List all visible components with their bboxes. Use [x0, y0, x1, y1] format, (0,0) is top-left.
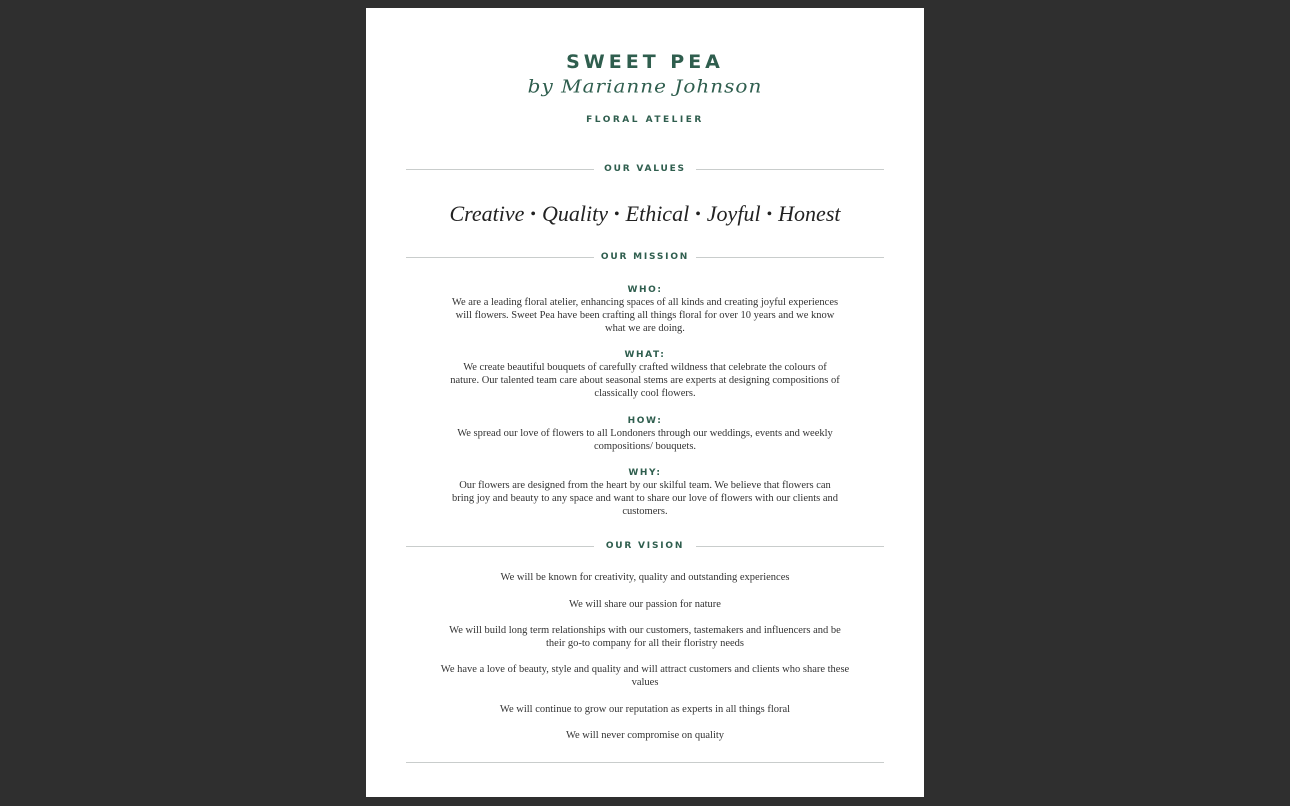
value-item: Quality: [542, 201, 609, 226]
bottom-divider: [406, 762, 884, 763]
mission-divider: [406, 250, 884, 264]
mission-who-heading: WHO:: [627, 285, 663, 295]
mission-why-text: Our flowers are designed from the heart by our skilful team. We believe that flowers can bring joy and beauty to any space and want to share our love of flowers with our clients and customers.: [451, 480, 839, 517]
brand-signature: by Marianne Johnson: [527, 75, 763, 97]
value-item: Creative: [449, 201, 525, 226]
vision-item: We will be known for creativity, quality and outstanding experiences: [500, 572, 790, 583]
vision-item: We will continue to grow our reputation as experts in all things floral: [499, 704, 791, 715]
separator-dot: •: [530, 206, 537, 223]
mission-who: [450, 284, 840, 335]
mission-what-heading: WHAT:: [624, 350, 666, 360]
mission-why-heading: WHY:: [628, 468, 662, 478]
mission-heading: OUR MISSION: [600, 252, 690, 262]
mission-how-heading: HOW:: [627, 416, 663, 426]
separator-dot: •: [614, 206, 620, 223]
mission-what: [450, 349, 840, 400]
value-item: Ethical: [625, 201, 690, 226]
divider-line: [696, 257, 884, 258]
divider-line: [696, 546, 884, 547]
document-page: [366, 8, 924, 797]
mission-why: [450, 467, 840, 518]
mission-how-text: We spread our love of flowers to all Londoners through our weddings, events and weekly compositions/ bouquets.: [457, 428, 833, 452]
vision-item: We will build long term relationships with our customers, tastemakers and influencers and be their go-to company for all their floristry needs: [449, 625, 841, 649]
divider-line: [696, 169, 884, 170]
vision-item: We will never compromise on quality: [565, 730, 725, 741]
vision-divider: [406, 539, 884, 553]
values-heading: OUR VALUES: [604, 164, 686, 174]
brand-title: SWEET PEA: [566, 51, 724, 73]
values-divider: [406, 162, 884, 176]
mission-who-text: We are a leading floral atelier, enhancing spaces of all kinds and creating joyful experiences will flowers. Sweet Pea have been crafting all things floral for over 10 years and we know what we are doing.: [451, 297, 839, 334]
mission-how: [450, 415, 840, 453]
vision-heading: OUR VISION: [605, 541, 685, 551]
value-item: Joyful: [706, 201, 761, 226]
separator-dot: •: [695, 206, 701, 223]
vision-item: We have a love of beauty, style and quality and will attract customers and clients who share these values: [440, 664, 850, 688]
separator-dot: •: [766, 206, 773, 223]
brand-subtitle: FLORAL ATELIER: [586, 115, 704, 125]
values-list: [366, 201, 924, 227]
value-item: Honest: [778, 201, 841, 226]
vision-item: We will share our passion for nature: [569, 599, 721, 610]
mission-what-text: We create beautiful bouquets of carefully crafted wildness that celebrate the colours of nature. Our talented team care about seasonal stems are experts at designing compositions of classically cool flowers.: [450, 362, 840, 399]
